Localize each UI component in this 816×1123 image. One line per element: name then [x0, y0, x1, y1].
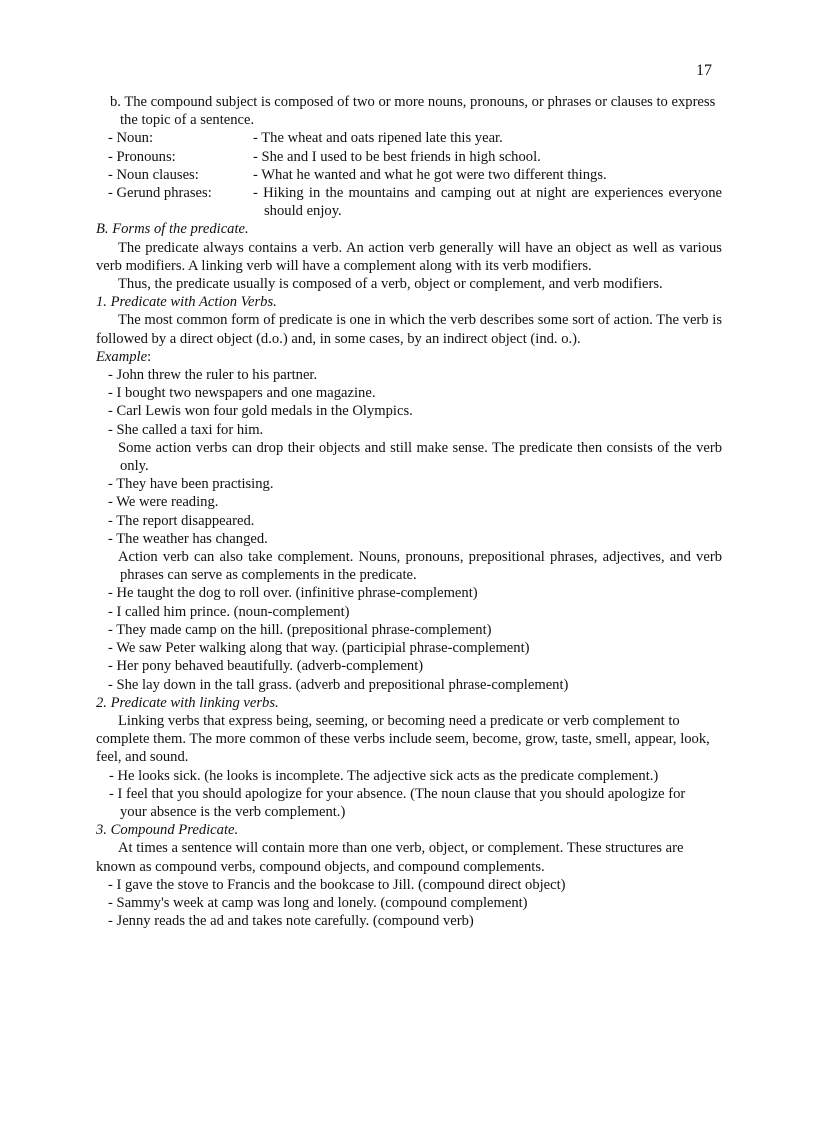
list-item: - I gave the stove to Francis and the bookcase to Jill. (compound direct object) — [108, 876, 566, 893]
section-1-intro: The most common form of predicate is one in which the verb describes some sort of action. The verb is followed by a direct object (d.o.) and, in some cases, by an indirect object (ind. o.). — [96, 312, 722, 347]
list-item: - We were reading. — [108, 494, 219, 511]
table-row-label: - Pronouns: — [108, 148, 176, 165]
list-item: - He taught the dog to roll over. (infinitive phrase-complement) — [108, 585, 478, 602]
section-3-intro: At times a sentence will contain more than one verb, object, or complement. These structures are known as compound verbs, compound objects, and compound complements. — [96, 840, 684, 875]
example-colon: : — [147, 348, 152, 365]
section-b-paragraph: The predicate always contains a verb. An action verb generally will have an object as well as various verb modifiers. A linking verb will have a complement along with its verb modifiers. — [96, 239, 722, 274]
section-2-heading: 2. Predicate with linking verbs. — [96, 694, 279, 711]
table-row-label: - Gerund phrases: — [108, 185, 212, 202]
table-row-label: - Noun clauses: — [108, 166, 199, 183]
list-item: - Jenny reads the ad and takes note carefully. (compound verb) — [108, 913, 474, 930]
list-item: - Sammy's week at camp was long and lonely. (compound complement) — [108, 894, 528, 911]
list-item: - They made camp on the hill. (prepositional phrase-complement) — [108, 621, 492, 638]
example-label-line — [96, 348, 722, 366]
table-row-example: - What he wanted and what he got were two different things. — [253, 166, 607, 183]
list-item: - The weather has changed. — [108, 530, 268, 547]
list-item: - We saw Peter walking along that way. (participial phrase-complement) — [108, 640, 530, 657]
compound-subject-table — [96, 129, 722, 220]
section-b-heading: B. Forms of the predicate. — [96, 221, 249, 238]
list-item: - She lay down in the tall grass. (adverb and prepositional phrase-complement) — [108, 676, 569, 693]
list-item: - Her pony behaved beautifully. (adverb-complement) — [108, 658, 424, 675]
list-item: - They have been practising. — [108, 476, 274, 493]
page-body — [96, 58, 722, 930]
list-item: - She called a taxi for him. — [108, 421, 264, 438]
section-2-intro: Linking verbs that express being, seeming, or becoming need a predicate or verb complement to complete them. The more common of these verbs include seem, become, grow, taste, smell, appear, look, feel, and sound. — [96, 712, 710, 766]
example-label: Example — [96, 348, 148, 365]
section-3-heading: 3. Compound Predicate. — [96, 822, 239, 839]
table-row-example: - She and I used to be best friends in high school. — [253, 148, 541, 165]
section-1-heading: 1. Predicate with Action Verbs. — [96, 294, 277, 311]
table-row-example: - The wheat and oats ripened late this year. — [253, 130, 503, 147]
complement-paragraph: Action verb can also take complement. Nouns, pronouns, prepositional phrases, adjectives, and verb phrases can serve as complements in the predicate. — [118, 549, 722, 584]
list-item: - I feel that you should apologize for your absence. (The noun clause that you should apologize for your absence is the verb complement.) — [109, 785, 686, 820]
list-item: - The report disappeared. — [108, 512, 255, 529]
compound-subject-definition: b. The compound subject is composed of two or more nouns, pronouns, or phrases or clauses to express the topic of a sentence. — [110, 94, 716, 129]
list-item: - He looks sick. (he looks is incomplete. The adjective sick acts as the predicate complement.) — [109, 767, 659, 784]
list-item: - I bought two newspapers and one magazine. — [108, 385, 376, 402]
list-item: - I called him prince. (noun-complement) — [108, 603, 350, 620]
list-item: - Carl Lewis won four gold medals in the Olympics. — [108, 403, 413, 420]
drop-object-paragraph: Some action verbs can drop their objects and still make sense. The predicate then consists of the verb only. — [118, 439, 722, 475]
page-number: 17 — [696, 62, 712, 79]
section-b-paragraph: Thus, the predicate usually is composed of a verb, object or complement, and verb modifiers. — [118, 276, 663, 293]
list-item: - John threw the ruler to his partner. — [108, 367, 318, 384]
table-row-label: - Noun: — [108, 130, 153, 147]
table-row-example: - Hiking in the mountains and camping out at night are experiences everyone should enjoy. — [253, 185, 722, 220]
